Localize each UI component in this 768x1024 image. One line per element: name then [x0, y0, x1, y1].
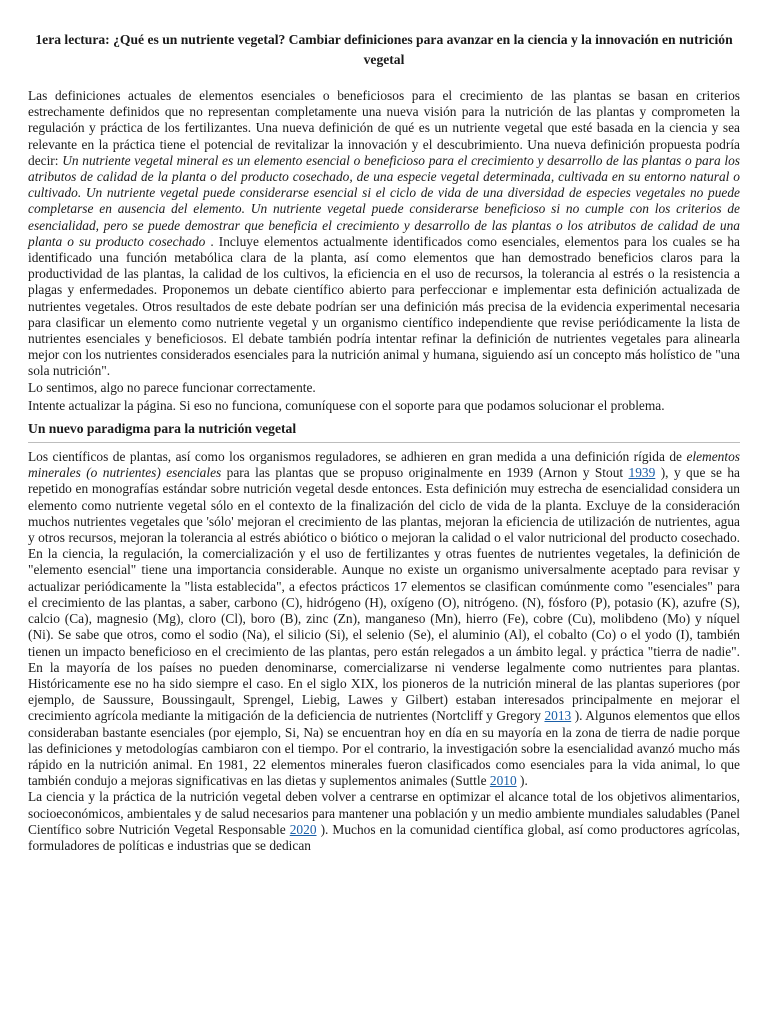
paragraph-3-text-a: La ciencia y la práctica de la nutrición vegetal deben volver a centrarse en optimizar el alcance total de los objetivos alimentarios, socioeconómicos, ambientales y de salud necesarios para mantener una población y un medio ambiente mundiales saludables (Panel Científico sobre Nutrición Vegetal Responsable — [28, 789, 740, 837]
error-help-text: Intente actualizar la página. Si eso no funciona, comuníquese con el soporte para que podamos solucionar el problema. — [28, 397, 665, 413]
error-message: Lo sentimos, algo no parece funcionar correctamente. — [28, 379, 316, 395]
paragraph-3-text-b: ). Muchos en la comunidad científica global, así como productores agrícolas, formuladores de políticas e industrias que se dedican — [28, 821, 740, 853]
document-title: 1era lectura: ¿Qué es un nutriente vegetal? Cambiar definiciones para avanzar en la ciencia y la innovación en nutrición vegetal — [35, 32, 733, 67]
citation-link-1939[interactable]: 1939 — [628, 465, 656, 481]
citation-link-2020[interactable]: 2020 — [289, 821, 317, 837]
paragraph-1-text-a: Las definiciones actuales de elementos esenciales o beneficiosos para el crecimiento de las plantas se basan en criterios estrechamente definidos que no representan completamente una nueva visión para la nutrición de las plantas y comprometen la regulación y práctica de los fertilizantes. Una nueva definición de qué es un nutriente vegetal que esté basada en la ciencia y sea relevante en la práctica tiene el potencial de revitalizar la innovación y el descubrimiento. Una nueva definición propuesta podría decir: — [28, 88, 740, 168]
paragraph-1-text-b: . Incluye elementos actualmente identificados como esenciales, elementos para los cuales se ha identificado una función metabólica clara de la planta, así como elementos que han demostrado beneficios claros para la productividad de las plantas, la calidad de los cultivos, la eficiencia en el uso de recursos, la tolerancia al estrés o la resistencia a plagas y enfermedades. Proponemos un debate científico abierto para perfeccionar e implementar esta definición actualizada de nutrientes vegetales. Otros resultados de este debate podrían ser una definición más precisa de la evidencia experimental necesaria para clasificar un elemento como nutriente vegetal y un organismo científico independiente que revise periódicamente la lista de nutrientes esenciales y beneficiosos. El debate también podría intentar refinar la definición de nutrientes vegetales para alinearla mejor con los nutrientes considerados esenciales para la nutrición animal y humana, siguiendo así un concepto más holístico de "una sola nutrición". — [28, 233, 740, 379]
paragraph-2-text-a: Los científicos de plantas, así como los organismos reguladores, se adhieren en gran medida a una definición rígida de — [28, 449, 687, 465]
paragraph-1-definition: Un nutriente vegetal mineral es un elemento esencial o beneficioso para el crecimiento y desarrollo de las plantas o para los atributos de calidad de la planta o del producto cosechado, de una especie vegetal determinada, cultivada en su entorno natural o cultivado. Un nutriente vegetal puede considerarse esencial si el ciclo de vida de una diversidad de especies vegetales no puede completarse en ausencia del elemento. Un nutriente vegetal puede considerarse beneficioso si no cumple con los criterios de esencialidad, pero se puede demostrar que beneficia el crecimiento y desarrollo de las plantas o los atributos de calidad de una planta o su producto cosechado — [28, 152, 740, 249]
paragraph-1 — [28, 88, 740, 380]
citation-link-2013[interactable]: 2013 — [544, 708, 572, 724]
paragraph-2-text-c: ), y que se ha repetido en monografías estándar sobre nutrición vegetal desde entonces. Esta definición muy estrecha de esencialidad considera un elemento como nutriente vegetal sólo en el contexto de la finalización del ciclo de vida de la planta. Excluye de la consideración muchos nutrientes vegetales que 'sólo' mejoran el crecimiento de las plantas, mejoran la eficiencia de utilización de nutrientes, agua y otros recursos, mejoran la tolerancia al estrés abiótico o biótico o mejoran la calidad o el valor nutricional del producto cosechado. En la ciencia, la regulación, la comercialización y el uso de fertilizantes y otras fuentes de nutrientes vegetales, la definición de "elemento esencial" tiene una importancia considerable. Aunque no existe un organismo universalmente aceptado para revisar y actualizar periódicamente la "lista establecida", a efectos prácticos 17 elementos se clasifican comúnmente como "esenciales" para el crecimiento de las plantas, a saber, carbono (C), hidrógeno (H), oxígeno (O), nitrógeno. (N), fósforo (P), potasio (K), azufre (S), calcio (Ca), magnesio (Mg), cloro (Cl), boro (B), zinc (Zn), manganeso (Mn), hierro (Fe), cobre (Cu), molibdeno (Mo) y níquel (Ni). Se sabe que otros, como el sodio (Na), el silicio (Si), el selenio (Se), el aluminio (Al), el cobalto (Co) o el yodo (I), también tienen un impacto beneficioso en el crecimiento de las plantas, pero están relegados a un ámbito legal. y práctica "tierra de nadie". En la mayoría de los países no pueden denominarse, comercializarse ni venderse legalmente como nutrientes para plantas. Históricamente ese no ha sido siempre el caso. En el siglo XIX, los pioneros de la nutrición mineral de las plantas superiores (por ejemplo, de Saussure, Boussingault, Sprengel, Liebig, Lawes y Gilbert) estaban interesados principalmente en mejorar el crecimiento agrícola mediante la mitigación de la deficiencia de nutrientes (Nortcliff y Gregory — [28, 465, 741, 724]
section-heading: Un nuevo paradigma para la nutrición vegetal — [28, 421, 297, 437]
paragraph-2-text-d: ). Algunos elementos que ellos consideraban bastante esenciales (por ejemplo, Si, Na) se encuentran hoy en día en su mayoría en la zona de tierra de nadie porque las definiciones y metodologías cambiaron con el tiempo. Por el contrario, la investigación sobre la esencialidad avanzó mucho más rápido en la nutrición animal. En 1981, 22 elementos minerales fueron clasificados como esenciales para la vida animal, lo que también condujo a mejoras significativas en las dietas y suplementos animales (Suttle — [28, 708, 741, 789]
paragraph-2 — [28, 449, 740, 789]
paragraph-2-italic: elementos minerales (o nutrientes) esenciales — [28, 449, 740, 481]
paragraph-3 — [28, 789, 740, 854]
section-divider — [28, 442, 740, 443]
paragraph-2-text-b: para las plantas que se propuso originalmente en 1939 (Arnon y Stout — [221, 465, 629, 481]
citation-link-2010[interactable]: 2010 — [489, 773, 517, 789]
paragraph-2-text-e: ). — [516, 773, 528, 789]
